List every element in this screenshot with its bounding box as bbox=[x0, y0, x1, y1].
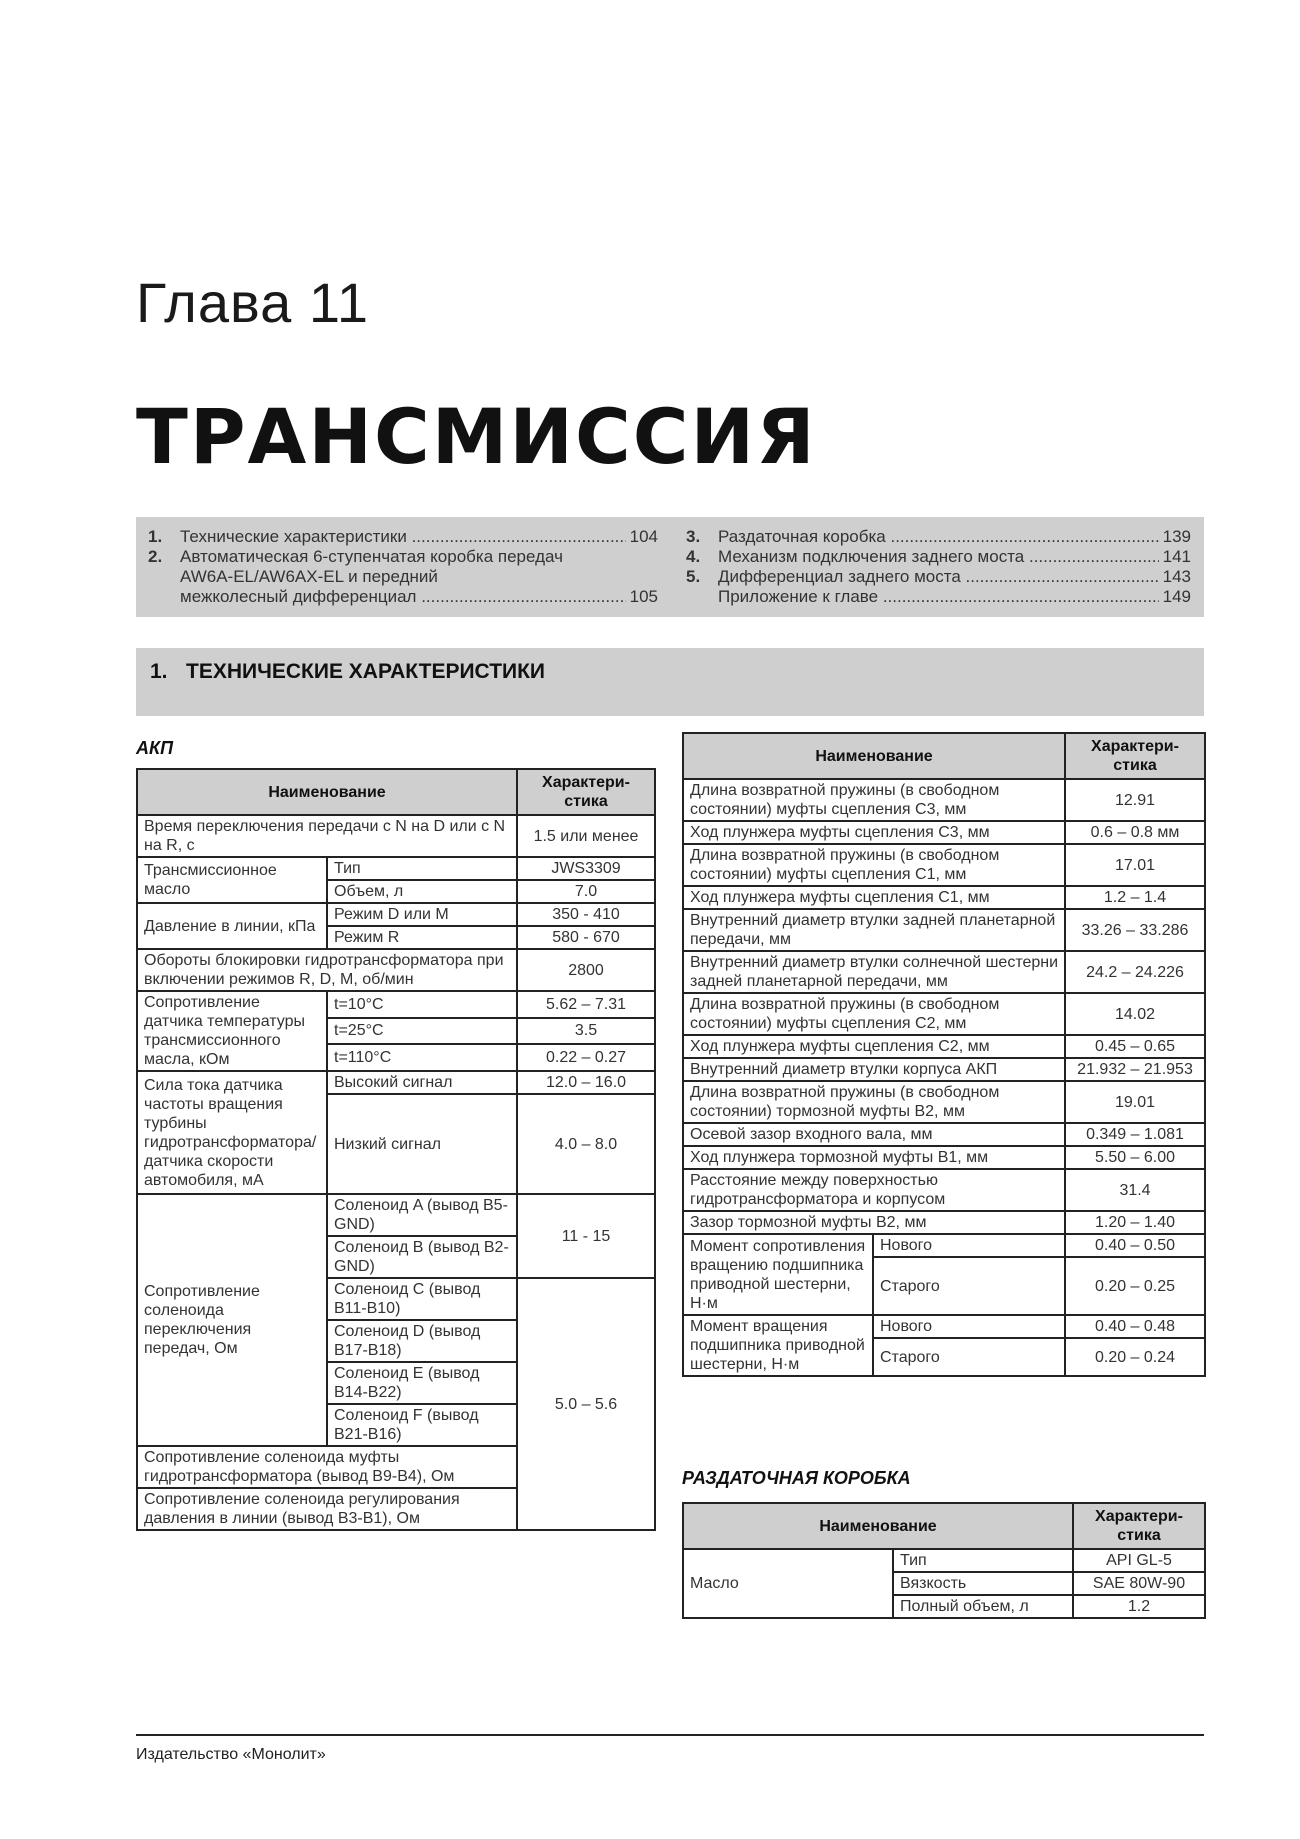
table-row bbox=[137, 1194, 655, 1236]
section-number: 1. bbox=[150, 660, 168, 683]
table-row bbox=[137, 903, 655, 926]
cell-value: 1.2 – 1.4 bbox=[1065, 886, 1205, 909]
cell-param: Полный объем, л bbox=[893, 1595, 1073, 1618]
cell-name: Внутренний диаметр втулки корпуса АКП bbox=[683, 1058, 1065, 1081]
cell-name: Трансмиссионное масло bbox=[137, 857, 327, 903]
publisher-footer: Издательство «Монолит» bbox=[136, 1746, 326, 1763]
cell-name: Обороты блокировки гидротрансформатора при включении режимов R, D, M, об/мин bbox=[137, 949, 517, 991]
cell-name: Момент сопротивления вращению подшипника приводной шестерни, Н·м bbox=[683, 1234, 873, 1315]
cell-value: 0.6 – 0.8 мм bbox=[1065, 821, 1205, 844]
cell-value: 1.5 или менее bbox=[517, 815, 655, 857]
table-row bbox=[683, 844, 1205, 886]
toc-text: Автоматическая 6-ступенчатая коробка передач bbox=[180, 547, 563, 566]
table-row bbox=[683, 909, 1205, 951]
cell-name: Ход плунжера тормозной муфты B1, мм bbox=[683, 1146, 1065, 1169]
table-header-row bbox=[137, 769, 655, 815]
cell-value: 350 - 410 bbox=[517, 903, 655, 926]
column-header-name: Наименование bbox=[683, 733, 1065, 779]
cell-param: Нового bbox=[873, 1234, 1065, 1257]
cell-value: 3.5 bbox=[517, 1018, 655, 1045]
table-row bbox=[683, 886, 1205, 909]
table-row bbox=[683, 779, 1205, 821]
toc-item[interactable] bbox=[686, 587, 1191, 607]
cell-value: JWS3309 bbox=[517, 857, 655, 880]
table-row bbox=[683, 1123, 1205, 1146]
table-row bbox=[137, 991, 655, 1018]
toc-text: межколесный дифференциал ..... bbox=[180, 587, 626, 607]
cell-value: 5.50 – 6.00 bbox=[1065, 1146, 1205, 1169]
cell-name: Момент вращения подшипника приводной шестерни, Н·м bbox=[683, 1315, 873, 1376]
cell-value: 19.01 bbox=[1065, 1081, 1205, 1123]
transfer-subtitle: РАЗДАТОЧНАЯ КОРОБКА bbox=[682, 1468, 911, 1488]
cell-name: Длина возвратной пружины (в свободном состоянии) тормозной муфты B2, мм bbox=[683, 1081, 1065, 1123]
toc-item[interactable] bbox=[686, 547, 1191, 567]
table-row bbox=[683, 1081, 1205, 1123]
cell-name: Сила тока датчика частоты вращения турбины гидротрансформатора/ датчика скорости автомобиля, мА bbox=[137, 1071, 327, 1194]
toc-text: AW6A-EL/AW6AX-EL и передний bbox=[180, 567, 438, 586]
cell-value: 31.4 bbox=[1065, 1169, 1205, 1211]
cell-param: Режим R bbox=[327, 926, 517, 949]
cell-param: Старого bbox=[873, 1338, 1065, 1376]
table-row bbox=[683, 993, 1205, 1035]
toc-text: Раздаточная коробка ..... bbox=[718, 527, 1159, 547]
cell-value: 17.01 bbox=[1065, 844, 1205, 886]
cell-name: Сопротивление соленоида переключения передач, Ом bbox=[137, 1194, 327, 1446]
column-header-name: Наименование bbox=[683, 1503, 1073, 1549]
toc-num bbox=[148, 587, 180, 607]
cell-value: 12.91 bbox=[1065, 779, 1205, 821]
akp-parts-table bbox=[682, 732, 1206, 1377]
cell-name: Сопротивление датчика температуры трансмиссионного масла, кОм bbox=[137, 991, 327, 1071]
cell-param: Высокий сигнал bbox=[327, 1071, 517, 1094]
cell-name: Давление в линии, кПа bbox=[137, 903, 327, 949]
cell-param: t=25°C bbox=[327, 1018, 517, 1045]
cell-name: Внутренний диаметр втулки задней планетарной передачи, мм bbox=[683, 909, 1065, 951]
cell-value: 11 - 15 bbox=[517, 1194, 655, 1278]
table-header-row bbox=[683, 1503, 1205, 1549]
toc-text: Приложение к главе ..... bbox=[718, 587, 1159, 607]
cell-value: 24.2 – 24.226 bbox=[1065, 951, 1205, 993]
toc-num: 4. bbox=[686, 547, 701, 566]
toc-num: 3. bbox=[686, 527, 701, 546]
table-row bbox=[683, 951, 1205, 993]
cell-name: Осевой зазор входного вала, мм bbox=[683, 1123, 1065, 1146]
toc-page: 143 bbox=[1162, 567, 1191, 586]
cell-param: Режим D или M bbox=[327, 903, 517, 926]
toc-item[interactable] bbox=[148, 567, 658, 587]
table-row bbox=[137, 815, 655, 857]
cell-name: Сопротивление соленоида регулирования давления в линии (вывод B3-B1), Ом bbox=[137, 1488, 517, 1530]
cell-name: Ход плунжера муфты сцепления C2, мм bbox=[683, 1035, 1065, 1058]
table-row bbox=[137, 857, 655, 880]
cell-value: 0.20 – 0.24 bbox=[1065, 1338, 1205, 1376]
cell-name: Внутренний диаметр втулки солнечной шестерни задней планетарной передачи, мм bbox=[683, 951, 1065, 993]
cell-param: Низкий сигнал bbox=[327, 1094, 517, 1194]
table-row bbox=[683, 1058, 1205, 1081]
table-row bbox=[683, 1035, 1205, 1058]
akp-subtitle: АКП bbox=[136, 738, 174, 758]
cell-value: 2800 bbox=[517, 949, 655, 991]
transfer-table bbox=[682, 1502, 1206, 1619]
toc-num bbox=[148, 567, 180, 587]
toc-page: 104 bbox=[629, 527, 658, 546]
cell-value: 5.0 – 5.6 bbox=[517, 1278, 655, 1530]
cell-param: Соленоид F (вывод B21-B16) bbox=[327, 1404, 517, 1446]
toc-text: Дифференциал заднего моста ..... bbox=[718, 567, 1159, 587]
cell-param: Тип bbox=[327, 857, 517, 880]
cell-name: Расстояние между поверхностью гидротрансформатора и корпусом bbox=[683, 1169, 1065, 1211]
table-row bbox=[683, 821, 1205, 844]
table-row bbox=[683, 1549, 1205, 1572]
table-row bbox=[683, 1315, 1205, 1338]
toc-num bbox=[686, 587, 718, 607]
cell-value: 12.0 – 16.0 bbox=[517, 1071, 655, 1094]
column-header-value: Характери-стика bbox=[1073, 1503, 1205, 1549]
toc-item[interactable] bbox=[148, 587, 658, 607]
toc-page bbox=[654, 567, 658, 587]
cell-name: Зазор тормозной муфты B2, мм bbox=[683, 1211, 1065, 1234]
cell-param: Соленоид B (вывод B2-GND) bbox=[327, 1236, 517, 1278]
toc-num: 1. bbox=[148, 527, 163, 546]
cell-param: t=10°C bbox=[327, 991, 517, 1018]
column-header-value: Характери-стика bbox=[1065, 733, 1205, 779]
toc-item[interactable] bbox=[686, 527, 1191, 547]
cell-value: 5.62 – 7.31 bbox=[517, 991, 655, 1018]
table-header-row bbox=[683, 733, 1205, 779]
cell-param: Соленоид D (вывод B17-B18) bbox=[327, 1320, 517, 1362]
cell-name: Сопротивление соленоида муфты гидротрансформатора (вывод B9-B4), Ом bbox=[137, 1446, 517, 1488]
footer-divider bbox=[136, 1734, 1204, 1736]
cell-value: 580 - 670 bbox=[517, 926, 655, 949]
column-header-name: Наименование bbox=[137, 769, 517, 815]
cell-param: Соленоид E (вывод B14-B22) bbox=[327, 1362, 517, 1404]
column-header-value: Характери-стика bbox=[517, 769, 655, 815]
toc-page: 139 bbox=[1162, 527, 1191, 546]
cell-param: Вязкость bbox=[893, 1572, 1073, 1595]
cell-name: Длина возвратной пружины (в свободном состоянии) муфты сцепления C2, мм bbox=[683, 993, 1065, 1035]
cell-param: Тип bbox=[893, 1549, 1073, 1572]
table-row bbox=[137, 949, 655, 991]
cell-name: Длина возвратной пружины (в свободном состоянии) муфты сцепления C1, мм bbox=[683, 844, 1065, 886]
cell-name: Время переключения передачи с N на D или с N на R, с bbox=[137, 815, 517, 857]
table-row bbox=[683, 1169, 1205, 1211]
cell-param: Объем, л bbox=[327, 880, 517, 903]
chapter-label: Глава 11 bbox=[136, 271, 369, 334]
akp-table bbox=[136, 768, 656, 1531]
toc-text: Механизм подключения заднего моста ..... bbox=[718, 547, 1159, 567]
cell-value: 0.45 – 0.65 bbox=[1065, 1035, 1205, 1058]
cell-param: Нового bbox=[873, 1315, 1065, 1338]
toc-page: 149 bbox=[1162, 587, 1191, 606]
cell-value: 0.22 – 0.27 bbox=[517, 1044, 655, 1071]
cell-value: 0.40 – 0.50 bbox=[1065, 1234, 1205, 1257]
cell-name: Ход плунжера муфты сцепления C3, мм bbox=[683, 821, 1065, 844]
cell-value: API GL-5 bbox=[1073, 1549, 1205, 1572]
section-header bbox=[136, 648, 1204, 716]
section-title: ТЕХНИЧЕСКИЕ ХАРАКТЕРИСТИКИ bbox=[186, 660, 546, 683]
toc-item[interactable] bbox=[686, 567, 1191, 587]
cell-param: Соленоид C (вывод B11-B10) bbox=[327, 1278, 517, 1320]
cell-name: Ход плунжера муфты сцепления C1, мм bbox=[683, 886, 1065, 909]
cell-param: Соленоид A (вывод B5-GND) bbox=[327, 1194, 517, 1236]
toc-item[interactable] bbox=[148, 547, 658, 567]
toc-text: Технические характеристики ..... bbox=[180, 527, 626, 547]
toc-num: 2. bbox=[148, 547, 163, 566]
toc-right-column bbox=[686, 527, 1191, 607]
toc-page bbox=[654, 547, 658, 567]
table-row bbox=[683, 1234, 1205, 1257]
cell-value: 14.02 bbox=[1065, 993, 1205, 1035]
cell-value: 0.20 – 0.25 bbox=[1065, 1257, 1205, 1315]
toc-left-column bbox=[148, 527, 658, 607]
cell-param: Старого bbox=[873, 1257, 1065, 1315]
cell-value: 0.349 – 1.081 bbox=[1065, 1123, 1205, 1146]
toc-page: 141 bbox=[1162, 547, 1191, 566]
page-title: ТРАНСМИССИЯ bbox=[136, 392, 817, 481]
cell-value: 21.932 – 21.953 bbox=[1065, 1058, 1205, 1081]
toc-page: 105 bbox=[629, 587, 658, 606]
table-row bbox=[683, 1211, 1205, 1234]
table-of-contents bbox=[136, 517, 1204, 617]
cell-value: 33.26 – 33.286 bbox=[1065, 909, 1205, 951]
cell-value: SAE 80W-90 bbox=[1073, 1572, 1205, 1595]
toc-item[interactable] bbox=[148, 527, 658, 547]
cell-param: t=110°C bbox=[327, 1044, 517, 1071]
cell-name: Масло bbox=[683, 1549, 893, 1618]
table-row bbox=[137, 1071, 655, 1094]
cell-value: 0.40 – 0.48 bbox=[1065, 1315, 1205, 1338]
table-row bbox=[683, 1146, 1205, 1169]
cell-name: Длина возвратной пружины (в свободном состоянии) муфты сцепления C3, мм bbox=[683, 779, 1065, 821]
toc-num: 5. bbox=[686, 567, 701, 586]
cell-value: 4.0 – 8.0 bbox=[517, 1094, 655, 1194]
cell-value: 1.2 bbox=[1073, 1595, 1205, 1618]
cell-value: 7.0 bbox=[517, 880, 655, 903]
cell-value: 1.20 – 1.40 bbox=[1065, 1211, 1205, 1234]
